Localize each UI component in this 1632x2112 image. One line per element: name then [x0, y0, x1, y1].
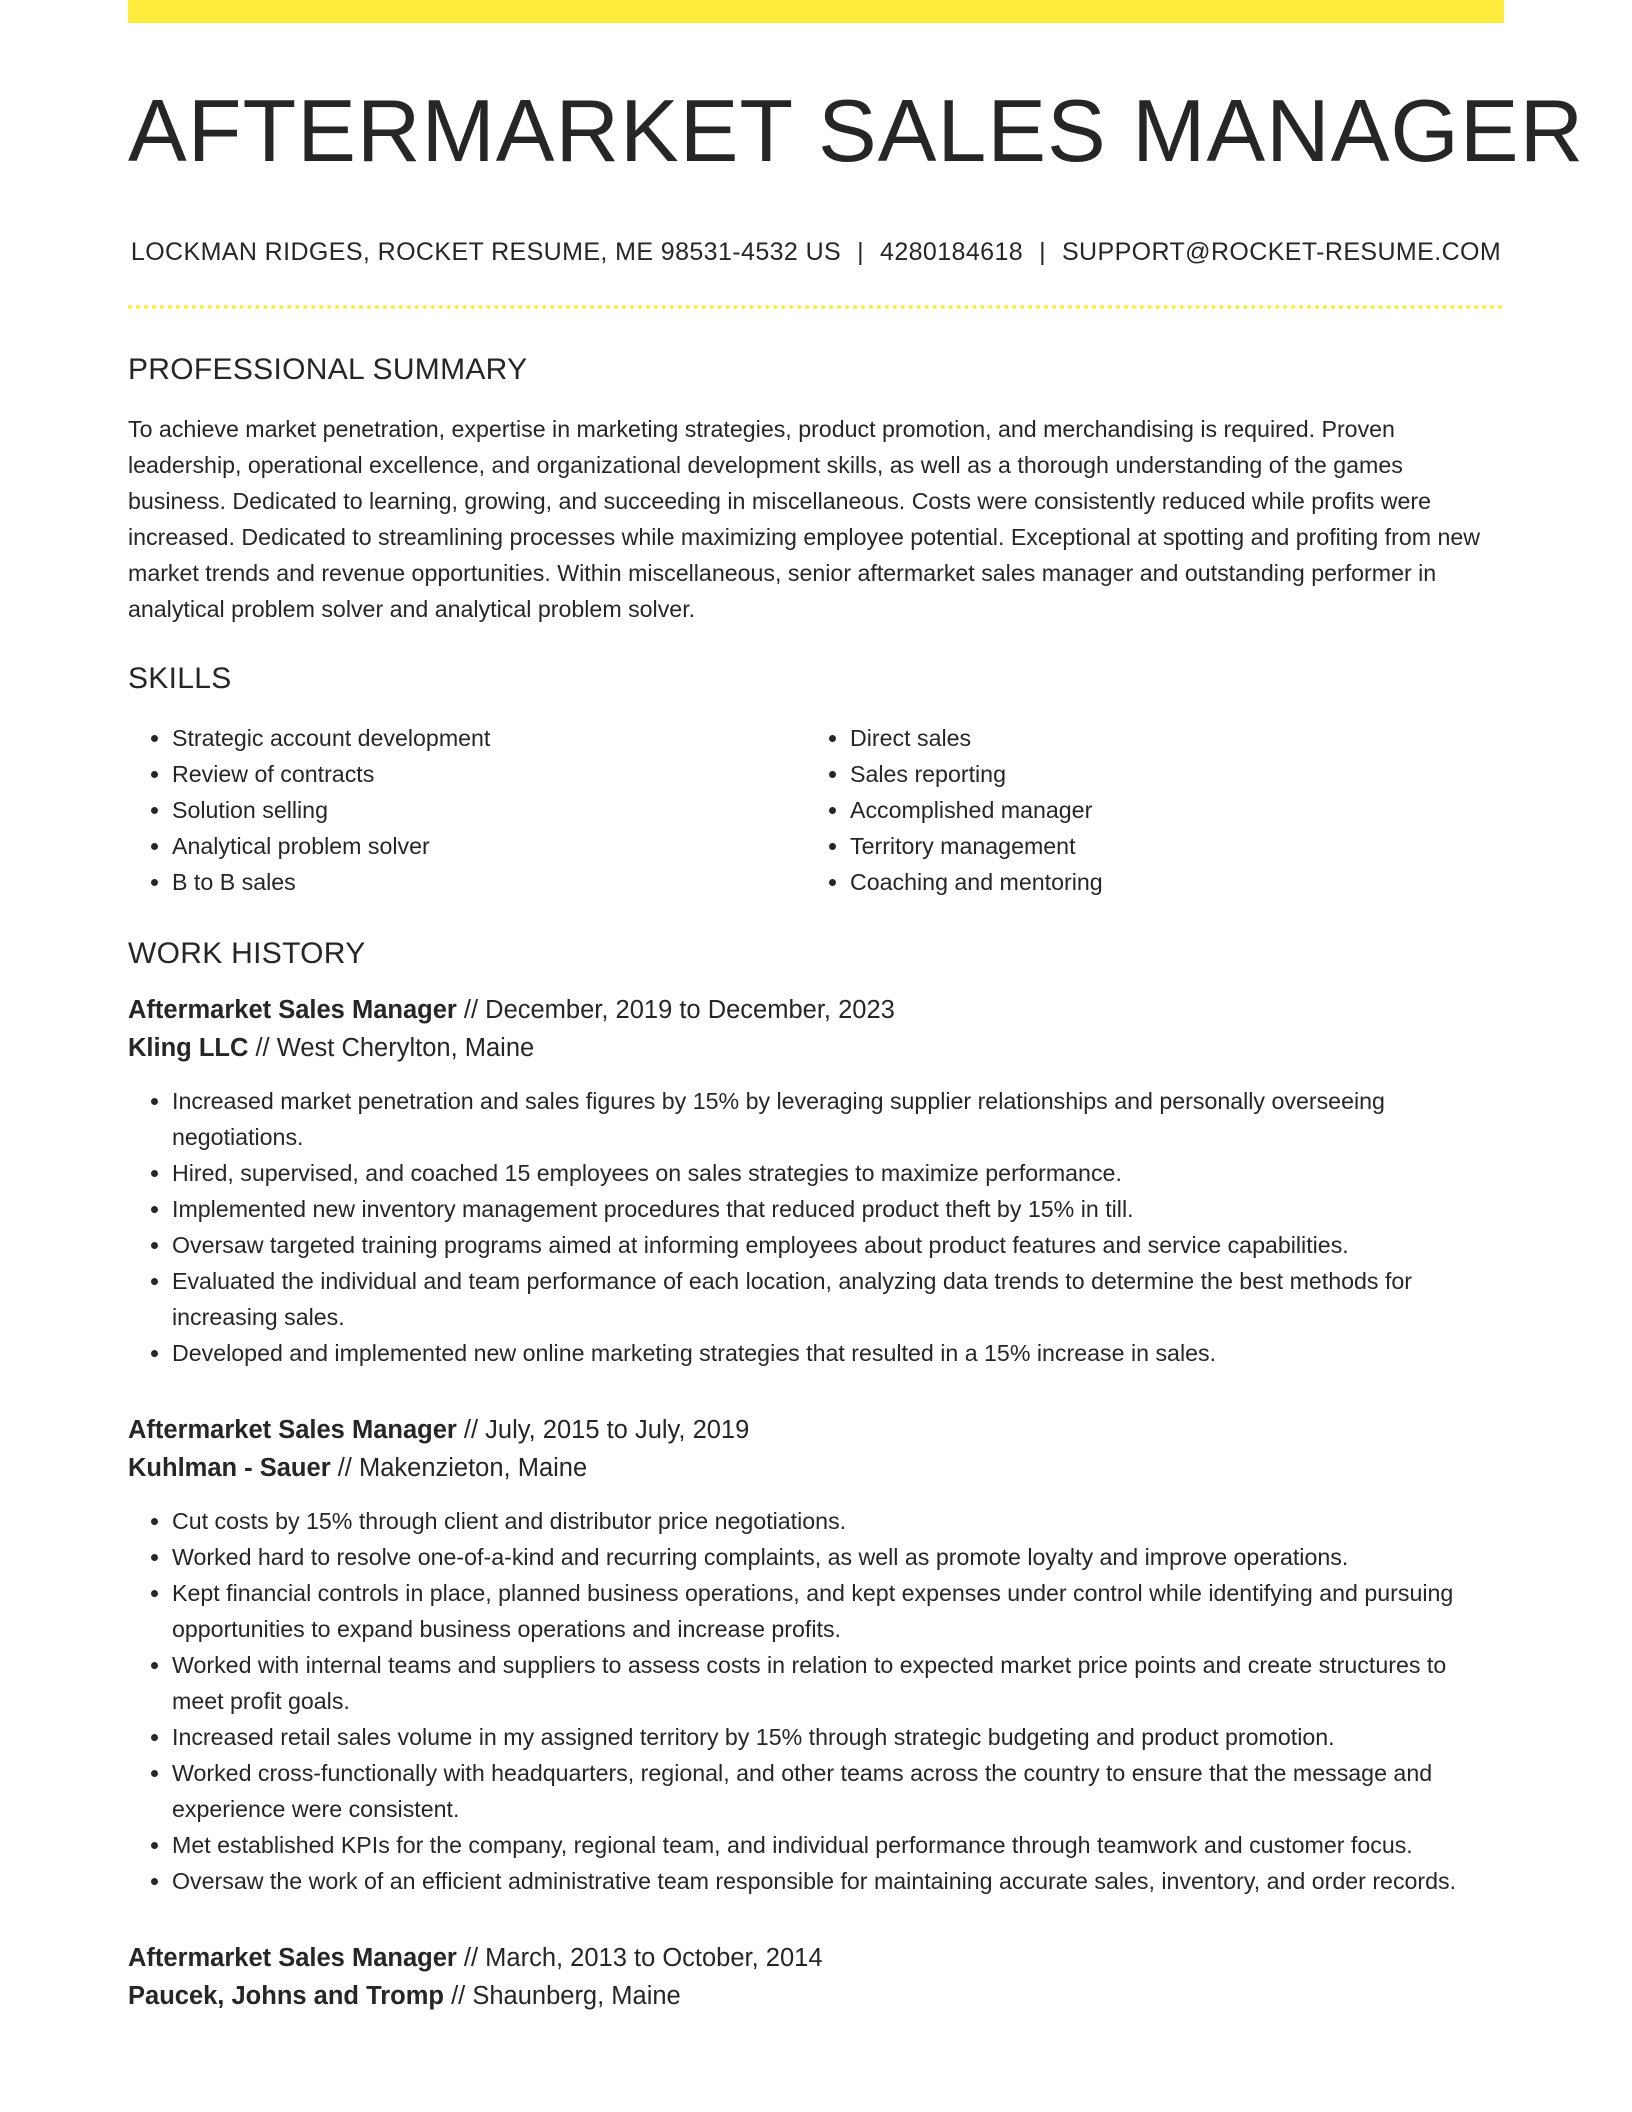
skill-item: • Sales reporting [850, 756, 1484, 792]
job-location: // West Cherylton, Maine [248, 1033, 535, 1062]
job-company: Paucek, Johns and Tromp [128, 1981, 444, 2010]
skill-item: • Direct sales [850, 720, 1484, 756]
summary-text: To achieve market penetration, expertise in marketing strategies, product promotion, and merchandising is required. Proven leadership, operational excellence, and organizational development skills, as well as a thorough understanding of the games business. Dedicated to learning, growing, and succeeding in miscellaneous. Costs were consistently reduced while profits were increased. Dedicated to streamlining processes while maximizing employee potential. Exceptional at spotting and profiting from new market trends and revenue opportunities. Within miscellaneous, senior aftermarket sales manager and outstanding performer in analytical problem solver and analytical problem solver. [128, 415, 1481, 622]
job-company-line [128, 1029, 1504, 1067]
job-bullets [128, 1503, 1504, 1899]
contact-email: SUPPORT@ROCKET-RESUME.COM [1061, 237, 1502, 266]
dotted-divider [128, 305, 1504, 309]
job-location: // Makenzieton, Maine [330, 1453, 588, 1482]
job-title-line [128, 991, 1504, 1029]
skill-item: • Analytical problem solver [172, 828, 806, 864]
skill-item: • Solution selling [172, 792, 806, 828]
job-bullet: • Oversaw the work of an efficient administrative team responsible for maintaining accurate sales, inventory, and order records. [172, 1863, 1504, 1899]
skills-column-left [128, 720, 806, 900]
job-dates: // July, 2015 to July, 2019 [456, 1415, 750, 1444]
job-bullet: • Worked hard to resolve one-of-a-kind and recurring complaints, as well as promote loyalty and improve operations. [172, 1539, 1504, 1575]
job-company-line [128, 1449, 1504, 1487]
resume-page [128, 0, 1585, 2015]
job-position: Aftermarket Sales Manager [128, 995, 457, 1024]
job-bullet: • Worked cross-functionally with headquarters, regional, and other teams across the country to ensure that the message and experience were consistent. [172, 1755, 1504, 1827]
job-company: Kuhlman - Sauer [128, 1453, 331, 1482]
job-bullet: • Developed and implemented new online marketing strategies that resulted in a 15% increase in sales. [172, 1335, 1504, 1371]
job-position: Aftermarket Sales Manager [128, 1943, 457, 1972]
skills-list [128, 720, 1504, 900]
job-dates: // March, 2013 to October, 2014 [456, 1943, 823, 1972]
job-title-line [128, 1411, 1504, 1449]
job-entry [128, 1939, 1504, 2015]
summary-heading: PROFESSIONAL SUMMARY [128, 352, 528, 386]
job-bullet: • Cut costs by 15% through client and distributor price negotiations. [172, 1503, 1504, 1539]
skill-item: • Review of contracts [172, 756, 806, 792]
job-bullet: • Hired, supervised, and coached 15 employees on sales strategies to maximize performance. [172, 1155, 1504, 1191]
job-entry [128, 1411, 1504, 1899]
contact-address: LOCKMAN RIDGES, ROCKET RESUME, ME 98531-4532 US [130, 237, 842, 266]
job-position: Aftermarket Sales Manager [128, 1415, 457, 1444]
contact-line [128, 238, 1504, 267]
job-entry [128, 991, 1504, 1371]
job-bullet: • Increased market penetration and sales figures by 15% by leveraging supplier relationships and personally overseeing negotiations. [172, 1083, 1504, 1155]
job-location: // Shaunberg, Maine [444, 1981, 681, 2010]
skill-item: • B to B sales [172, 864, 806, 900]
job-bullet: • Met established KPIs for the company, regional team, and individual performance through teamwork and customer focus. [172, 1827, 1504, 1863]
resume-title: AFTERMARKET SALES MANAGER [128, 81, 1585, 180]
job-bullet: • Evaluated the individual and team performance of each location, analyzing data trends to determine the best methods for increasing sales. [172, 1263, 1504, 1335]
job-bullet: • Implemented new inventory management procedures that reduced product theft by 15% in till. [172, 1191, 1504, 1227]
job-bullet: • Oversaw targeted training programs aimed at informing employees about product features and service capabilities. [172, 1227, 1504, 1263]
contact-separator: | [1039, 237, 1046, 266]
work-history-heading: WORK HISTORY [128, 936, 366, 970]
job-bullet: • Worked with internal teams and suppliers to assess costs in relation to expected market price points and create structures to meet profit goals. [172, 1647, 1504, 1719]
job-dates: // December, 2019 to December, 2023 [456, 995, 895, 1024]
job-bullets [128, 1083, 1504, 1371]
job-bullet: • Increased retail sales volume in my assigned territory by 15% through strategic budgeting and product promotion. [172, 1719, 1504, 1755]
contact-separator: | [857, 237, 865, 266]
skills-heading: SKILLS [128, 661, 232, 695]
skill-item: • Accomplished manager [850, 792, 1484, 828]
skill-item: • Coaching and mentoring [850, 864, 1484, 900]
skill-item: • Territory management [850, 828, 1484, 864]
job-company: Kling LLC [128, 1033, 249, 1062]
job-title-line [128, 1939, 1504, 1977]
accent-top-bar [128, 0, 1504, 23]
skills-column-right [806, 720, 1484, 900]
skill-item: • Strategic account development [172, 720, 806, 756]
job-bullet: • Kept financial controls in place, planned business operations, and kept expenses under control while identifying and pursuing opportunities to expand business operations and increase profits. [172, 1575, 1504, 1647]
job-company-line [128, 1977, 1504, 2015]
contact-phone: 4280184618 [880, 237, 1024, 266]
